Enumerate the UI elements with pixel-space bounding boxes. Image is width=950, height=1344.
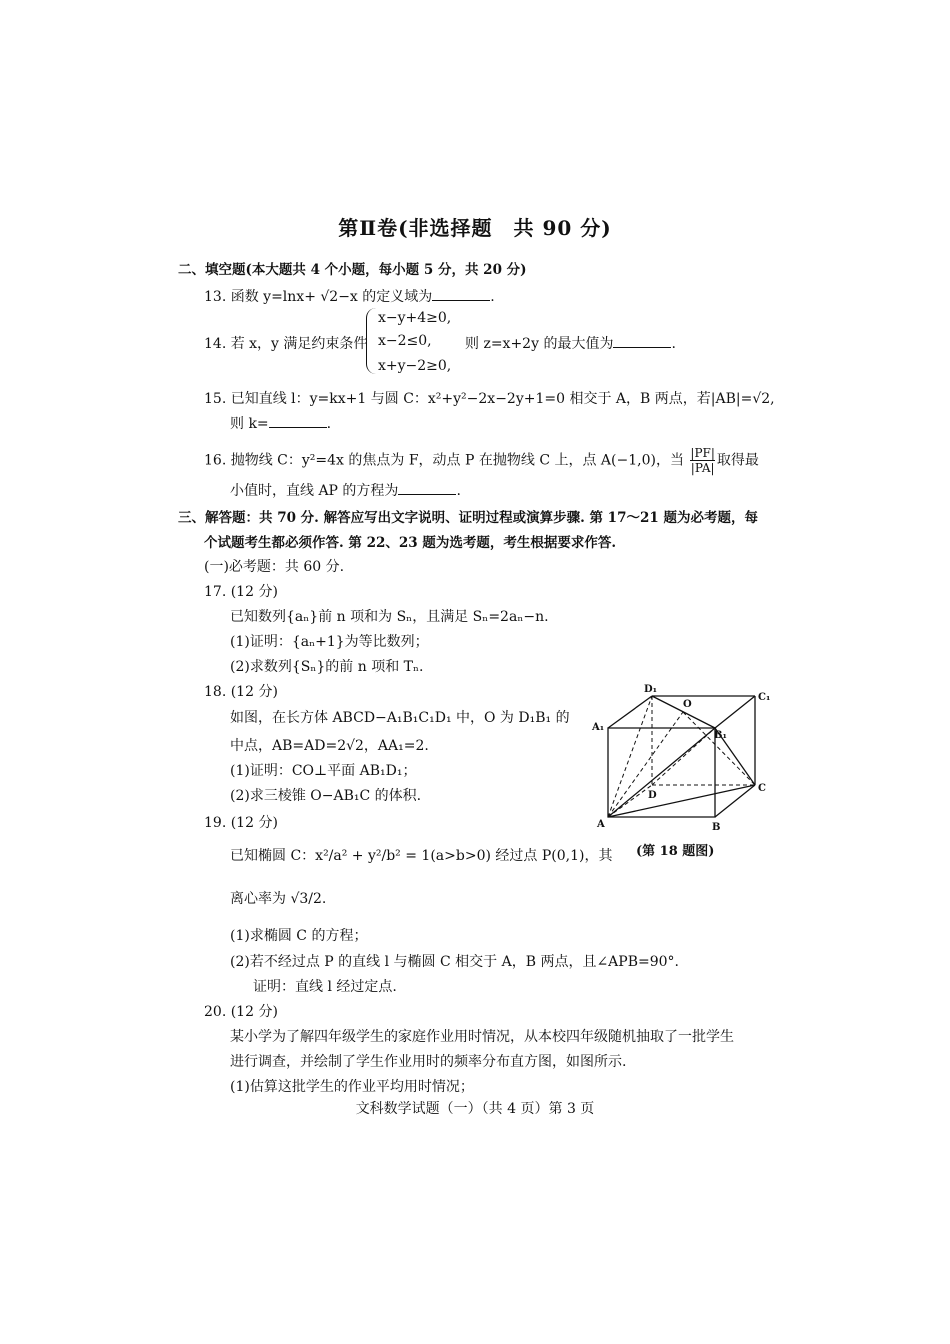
page-title: 第Ⅱ卷(非选择题 共 90 分) bbox=[338, 216, 612, 240]
label-o: O bbox=[683, 699, 692, 710]
q13-text: 13. 函数 y=lnx+ √2−x 的定义域为 bbox=[204, 289, 433, 305]
fraction-denominator: |PA| bbox=[690, 461, 715, 475]
fraction-numerator: |PF| bbox=[690, 446, 715, 460]
q19-line-2: 离心率为 √3/2. bbox=[230, 891, 327, 907]
q19-line-5: 证明：直线 l 经过定点. bbox=[253, 979, 397, 995]
q14-constraint-1: x−y+4≥0, bbox=[378, 310, 452, 326]
q20-head: 20. (12 分) bbox=[204, 1004, 278, 1020]
section-3-sub: (一)必考题：共 60 分. bbox=[204, 559, 345, 575]
q19-line-1 bbox=[230, 845, 612, 865]
label-b1: B₁ bbox=[714, 730, 727, 741]
hidden-line-o-c bbox=[683, 712, 755, 785]
q17-head: 17. (12 分) bbox=[204, 584, 278, 600]
label-a: A bbox=[597, 819, 605, 830]
q17-line-3: (2)求数列{Sₙ}的前 n 项和 Tₙ. bbox=[230, 659, 424, 675]
q17-line-1: 已知数列{aₙ}前 n 项和为 Sₙ，且满足 Sₙ=2aₙ−n. bbox=[230, 609, 549, 625]
q19-text: 已知椭圆 C： bbox=[230, 848, 316, 864]
q18-line-3: (1)证明：CO⊥平面 AB₁D₁； bbox=[230, 763, 417, 779]
q16-text-end: 取得最 bbox=[716, 452, 759, 469]
q18-line-2: 中点，AB=AD=2√2，AA₁=2. bbox=[230, 738, 429, 754]
q15-line-2 bbox=[230, 413, 331, 433]
q18-head: 18. (12 分) bbox=[204, 684, 278, 700]
q14-prefix: 14. 若 x，y 满足约束条件 bbox=[204, 336, 368, 352]
answer-blank bbox=[269, 415, 327, 428]
answer-blank bbox=[398, 482, 456, 495]
page-footer: 文科数学试题（一）（共 4 页）第 3 页 bbox=[355, 1101, 595, 1117]
line-a-c bbox=[608, 785, 755, 817]
q18-line-1: 如图，在长方体 ABCD−A₁B₁C₁D₁ 中，O 为 D₁B₁ 的 bbox=[230, 710, 570, 726]
q19-head: 19. (12 分) bbox=[204, 815, 278, 831]
q18-line-4: (2)求三棱锥 O−AB₁C 的体积. bbox=[230, 788, 422, 804]
q20-line-3: (1)估算这批学生的作业平均用时情况； bbox=[230, 1079, 474, 1095]
q19-line-4: (2)若不经过点 P 的直线 l 与椭圆 C 相交于 A，B 两点，且∠APB=90°. bbox=[230, 954, 679, 970]
q15-text: 则 k= bbox=[230, 416, 269, 432]
q14-constraint-3: x+y−2≥0, bbox=[378, 358, 452, 374]
section-2-heading: 二、填空题(本大题共 4 个小题，每小题 5 分，共 20 分) bbox=[178, 262, 527, 278]
q16-line-1 bbox=[204, 446, 759, 475]
edge-a1-d1 bbox=[608, 696, 652, 728]
q16-text: 16. 抛物线 C：y²=4x 的焦点为 F，动点 P 在抛物线 C 上，点 A(−1,0)，当 bbox=[204, 452, 684, 469]
q13-end: . bbox=[490, 289, 495, 305]
edge-b1-c1 bbox=[715, 696, 755, 728]
label-c: C bbox=[758, 783, 766, 794]
q15-end: . bbox=[326, 416, 332, 432]
question-13 bbox=[204, 286, 495, 306]
q20-line-1: 某小学为了解四年级学生的家庭作业用时情况，从本校四年级随机抽取了一批学生 bbox=[230, 1029, 734, 1045]
section-3-line-1: 三、解答题：共 70 分. 解答应写出文字说明、证明过程或演算步骤. 第 17～21 题为必考题，每 bbox=[178, 510, 758, 526]
label-d1: D₁ bbox=[644, 684, 658, 695]
q17-line-2: (1)证明：{aₙ+1}为等比数列； bbox=[230, 634, 429, 650]
label-c1: C₁ bbox=[758, 692, 771, 703]
q16-fraction bbox=[690, 446, 715, 475]
q15-line-1: 15. 已知直线 l：y=kx+1 与圆 C：x²+y²−2x−2y+1=0 相交于 A，B 两点，若|AB|=√2, bbox=[204, 391, 775, 407]
q16-end: . bbox=[456, 483, 461, 499]
hidden-line-d-b1 bbox=[652, 728, 715, 785]
q16-line-2 bbox=[230, 480, 461, 500]
q19-ellipse-equation: x²/a² + y²/b² = 1(a>b>0) 经过点 P(0,1)，其 bbox=[315, 848, 613, 864]
label-b: B bbox=[712, 822, 721, 833]
q14-question bbox=[465, 333, 676, 353]
section-3-line-2: 个试题考生都必须作答. 第 22、23 题为选考题，考生根据要求作答. bbox=[204, 535, 617, 551]
figure-caption: (第 18 题图) bbox=[636, 844, 715, 859]
answer-blank bbox=[432, 288, 490, 301]
q16-text-2: 小值时，直线 AP 的方程为 bbox=[230, 483, 399, 499]
label-d: D bbox=[648, 790, 657, 801]
answer-blank bbox=[613, 335, 671, 348]
q14-text: 则 z=x+2y 的最大值为 bbox=[465, 336, 614, 352]
q14-constraint-2: x−2≤0, bbox=[378, 333, 432, 349]
q20-line-2: 进行调查，并绘制了学生作业用时的频率分布直方图，如图所示. bbox=[230, 1054, 627, 1070]
q19-line-3: (1)求椭圆 C 的方程； bbox=[230, 928, 368, 944]
label-a1: A₁ bbox=[592, 722, 605, 733]
q14-end: . bbox=[671, 336, 676, 352]
